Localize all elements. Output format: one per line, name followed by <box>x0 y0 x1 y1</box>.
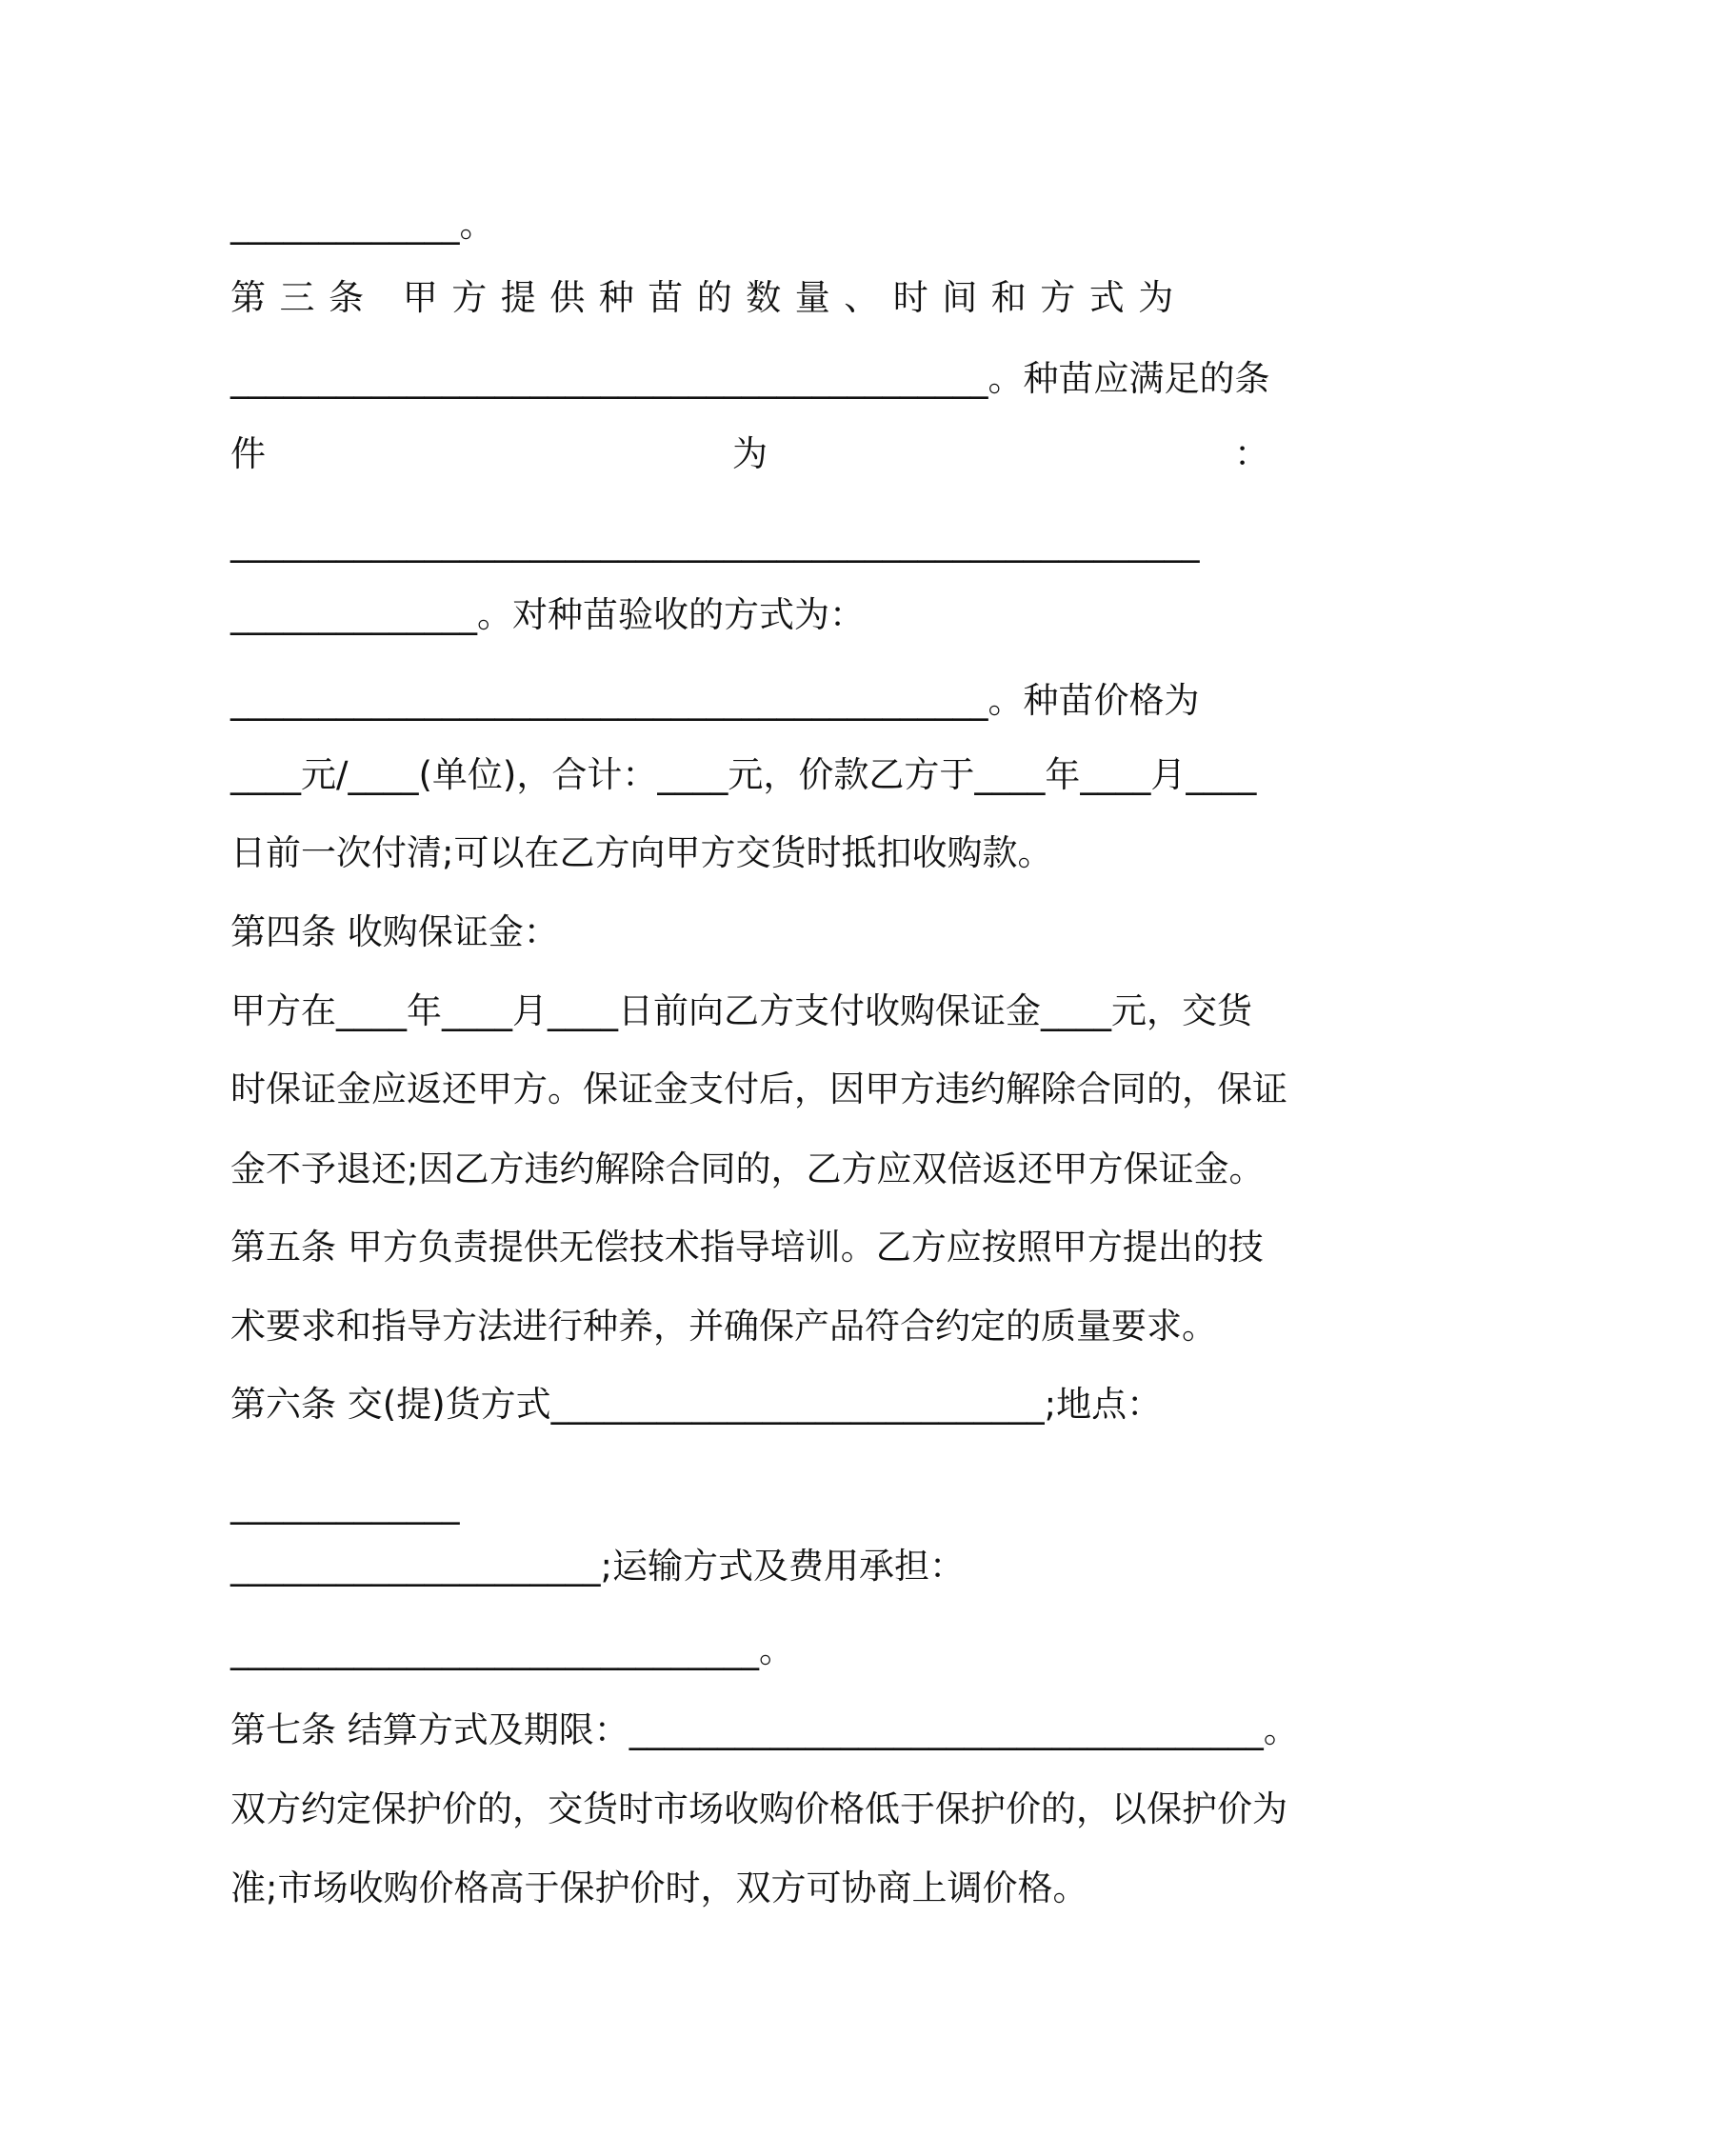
text-line: 时保证金应返还甲方。保证金支付后，因甲方违约解除合同的，保证 <box>230 1068 1287 1109</box>
text-segment: 件为： <box>230 433 1736 474</box>
text-line: ______________。对种苗验收的方式为： <box>230 594 865 635</box>
text-line: _____________。 <box>230 204 495 245</box>
text-line: 第四条 收购保证金： <box>230 911 559 952</box>
text-line: 第五条 甲方负责提供无偿技术指导培训。乙方应按照甲方提出的技 <box>230 1227 1264 1268</box>
text-line: 第六条 交(提)货方式____________________________;地点： <box>230 1384 1163 1425</box>
text-line: _____________________;运输方式及费用承担： <box>230 1546 965 1587</box>
text-line: 术要求和指导方法进行种养，并确保产品符合约定的质量要求。 <box>230 1306 1217 1347</box>
text-line: ___________________________________________。种苗价格为 <box>230 680 1200 721</box>
text-line: _____________ <box>230 1484 460 1525</box>
text-line: 双方约定保护价的，交货时市场收购价格低于保护价的，以保护价为 <box>230 1788 1287 1829</box>
text-line: 甲方在____年____月____日前向乙方支付收购保证金____元，交货 <box>230 990 1252 1031</box>
text-line <box>230 270 1289 327</box>
text-line: 第七条 结算方式及期限：____________________________________。 <box>230 1709 1299 1750</box>
text-line: ___________________________________________。种苗应满足的条 <box>230 358 1270 399</box>
text-line: _______________________________________________________ <box>230 522 1200 563</box>
text-line: ____元/____(单位)，合计：____元，价款乙方于____年____月____ <box>230 754 1257 795</box>
text-line: 金不予退还;因乙方违约解除合同的，乙方应双倍返还甲方保证金。 <box>230 1148 1265 1189</box>
text-segment: 第三条 甲方提供种苗的数量、时间和方式为 <box>230 277 1187 318</box>
text-line: 日前一次付清;可以在乙方向甲方交货时抵扣收购款。 <box>230 832 1053 873</box>
text-line: ______________________________。 <box>230 1629 794 1670</box>
text-line <box>230 426 1736 483</box>
text-line: 准;市场收购价格高于保护价时，双方可协商上调价格。 <box>230 1867 1088 1908</box>
